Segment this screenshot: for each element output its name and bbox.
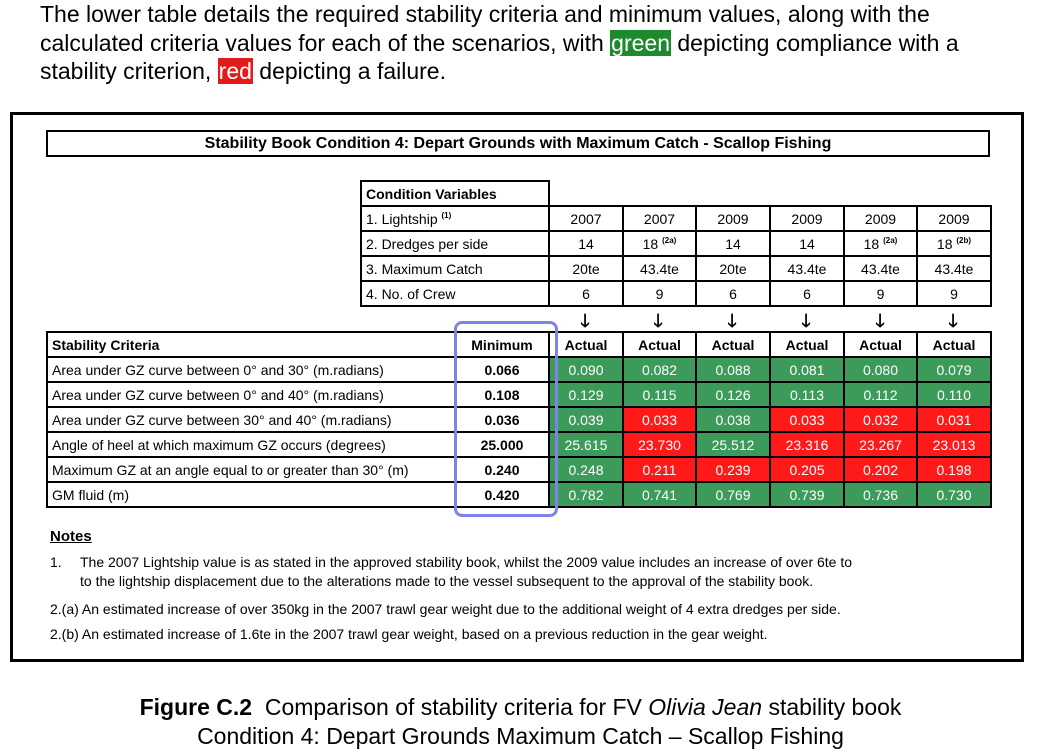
condition-variables-table — [360, 180, 992, 307]
condition-value-text: 43.4te — [861, 260, 900, 277]
condition-value-text: 2009 — [864, 210, 897, 227]
condition-value-text: 9 — [950, 285, 958, 302]
actual-value: 0.739 — [770, 482, 844, 507]
actual-value: 0.202 — [844, 457, 917, 482]
actual-value: 0.110 — [917, 382, 991, 407]
criteria-label: Area under GZ curve between 30° and 40° (m.radians) — [47, 407, 455, 432]
intro-text-3: depicting a failure. — [252, 58, 446, 84]
red-highlight: red — [218, 58, 252, 84]
minimum-value: 0.240 — [455, 457, 549, 482]
actual-value: 0.080 — [844, 357, 917, 382]
actual-value: 0.205 — [770, 457, 844, 482]
minimum-column-highlight — [454, 321, 558, 517]
vessel-name: Olivia Jean — [648, 694, 763, 720]
blank-cell — [770, 181, 844, 206]
figure-caption-line1 — [0, 694, 1041, 721]
blank-cell — [549, 181, 623, 206]
condition-value-text: 14 — [799, 235, 815, 252]
condition-row — [361, 206, 991, 231]
notes-section — [50, 528, 950, 642]
actual-header: Actual — [844, 332, 917, 357]
blank-cell — [917, 181, 991, 206]
condition-variables-header: Condition Variables — [361, 181, 549, 206]
actual-value: 0.031 — [917, 407, 991, 432]
minimum-value: 0.066 — [455, 357, 549, 382]
actual-value: 25.615 — [549, 432, 623, 457]
condition-row — [361, 256, 991, 281]
criteria-label: Maximum GZ at an angle equal to or greater than 30° (m) — [47, 457, 455, 482]
condition-value-text: 6 — [803, 285, 811, 302]
down-arrow-icon: 🡓 — [580, 311, 590, 331]
actual-value: 0.088 — [696, 357, 770, 382]
condition-value-text: 2009 — [717, 210, 749, 227]
figure-caption-line2: Condition 4: Depart Grounds Maximum Catch – Scallop Fishing — [197, 723, 844, 749]
actual-value: 0.033 — [770, 407, 844, 432]
actual-value: 0.090 — [549, 357, 623, 382]
actual-value: 0.198 — [917, 457, 991, 482]
down-arrow-icon: 🡓 — [801, 311, 811, 331]
actual-header: Actual — [623, 332, 696, 357]
notes-title: Notes — [50, 528, 92, 545]
minimum-value: 25.000 — [455, 432, 549, 457]
down-arrow-icon: 🡓 — [653, 311, 663, 331]
note-text: An estimated increase of 1.6te in the 2007 trawl gear weight, based on a previous reduction in the gear weight. — [81, 626, 768, 642]
condition-value — [917, 281, 991, 306]
criteria-label: GM fluid (m) — [47, 482, 455, 507]
minimum-value: 0.036 — [455, 407, 549, 432]
actual-value: 0.782 — [549, 482, 623, 507]
caption-text: Comparison of stability criteria for FV — [264, 694, 649, 720]
condition-label — [361, 206, 549, 231]
condition-value-text: 6 — [729, 285, 737, 302]
actual-value: 0.239 — [696, 457, 770, 482]
condition-value — [917, 231, 991, 256]
actual-value: 0.736 — [844, 482, 917, 507]
actual-value: 0.039 — [549, 407, 623, 432]
criteria-label: Angle of heel at which maximum GZ occurs (degrees) — [47, 432, 455, 457]
condition-label-text: 4. No. of Crew — [366, 285, 456, 302]
condition-value-text: 6 — [582, 285, 590, 302]
blank-cell — [844, 181, 917, 206]
condition-value-text: 18 — [936, 235, 953, 252]
actual-value: 23.013 — [917, 432, 991, 457]
actual-value: 0.248 — [549, 457, 623, 482]
intro-text-2: depicting compliance with a stability criterion, — [40, 29, 959, 84]
actual-value: 0.082 — [623, 357, 696, 382]
actual-value: 0.079 — [917, 357, 991, 382]
footnote-ref: (2a) — [662, 235, 677, 245]
actual-value: 0.741 — [623, 482, 696, 507]
actual-value: 0.115 — [623, 382, 696, 407]
condition-value — [844, 231, 917, 256]
condition-value — [549, 231, 623, 256]
actual-value: 0.769 — [696, 482, 770, 507]
note-prefix: 1. — [50, 554, 62, 570]
condition-value — [844, 281, 917, 306]
condition-value-text: 20te — [719, 260, 747, 277]
condition-label — [361, 231, 549, 256]
condition-value — [696, 206, 770, 231]
down-arrow-icon: 🡓 — [875, 311, 885, 331]
down-arrow-icon: 🡓 — [727, 311, 737, 331]
condition-value — [917, 256, 991, 281]
condition-value-text: 9 — [876, 285, 885, 302]
condition-value-text: 43.4te — [640, 260, 679, 277]
actual-value: 0.112 — [844, 382, 917, 407]
condition-value-text: 2009 — [791, 210, 823, 227]
condition-value-text: 20te — [572, 260, 600, 277]
actual-header: Actual — [917, 332, 991, 357]
minimum-value: 0.420 — [455, 482, 549, 507]
condition-value — [549, 206, 623, 231]
condition-value — [770, 206, 844, 231]
blank-cell — [696, 181, 770, 206]
blank-cell — [623, 181, 696, 206]
actual-header: Actual — [696, 332, 770, 357]
actual-value: 0.126 — [696, 382, 770, 407]
note-text: An estimated increase of over 350kg in the 2007 trawl gear weight due to the additional weight of 4 extra dredges per side. — [81, 601, 841, 617]
caption-text-end: stability book — [762, 694, 902, 720]
note-text: The 2007 Lightship value is as stated in the approved stability book, whilst the 2009 value includes an increase of over 6te to — [80, 554, 853, 570]
condition-label — [361, 281, 549, 306]
note-2a — [50, 601, 841, 617]
actual-value: 0.038 — [696, 407, 770, 432]
condition-value — [696, 281, 770, 306]
green-highlight: green — [611, 29, 670, 56]
condition-value — [770, 281, 844, 306]
condition-label-text: 2. Dredges per side — [366, 235, 489, 252]
actual-value: 23.267 — [844, 432, 917, 457]
intro-paragraph — [40, 0, 1035, 86]
condition-value-text: 14 — [725, 235, 741, 252]
actual-value: 0.211 — [623, 457, 696, 482]
note-prefix: 2.(b) — [50, 626, 79, 642]
condition-value-text: 2007 — [570, 210, 602, 227]
minimum-header: Minimum — [455, 332, 549, 357]
condition-value-text: 14 — [578, 235, 594, 252]
actual-value: 0.730 — [917, 482, 991, 507]
condition-value-text: 9 — [655, 285, 664, 302]
footnote-ref: (2b) — [956, 235, 972, 245]
condition-value-text: 18 — [863, 235, 880, 252]
actual-value: 0.032 — [844, 407, 917, 432]
actual-value: 23.316 — [770, 432, 844, 457]
condition-value-text: 43.4te — [934, 260, 974, 277]
condition-value-text: 2009 — [938, 210, 970, 227]
actual-value: 0.129 — [549, 382, 623, 407]
note-2b — [50, 626, 768, 642]
condition-header-row — [361, 181, 991, 206]
condition-value — [696, 256, 770, 281]
condition-value — [623, 281, 696, 306]
criteria-label: Area under GZ curve between 0° and 40° (m.radians) — [47, 382, 455, 407]
note-1-continued: to the lightship displacement due to the alterations made to the vessel subsequent to the approval of the stability book. — [80, 573, 814, 589]
footnote-ref: (2a) — [883, 235, 898, 245]
condition-label-text: 3. Maximum Catch — [366, 260, 483, 277]
down-arrow-icon: 🡓 — [948, 311, 958, 331]
note-1 — [50, 554, 852, 570]
condition-value — [844, 206, 917, 231]
condition-value — [770, 231, 844, 256]
condition-value — [917, 206, 991, 231]
actual-value: 0.113 — [770, 382, 844, 407]
condition-value — [623, 231, 696, 256]
minimum-value: 0.108 — [455, 382, 549, 407]
condition-row — [361, 231, 991, 256]
criteria-label: Area under GZ curve between 0° and 30° (m.radians) — [47, 357, 455, 382]
actual-value: 23.730 — [623, 432, 696, 457]
figure-label: Figure C.2 — [139, 694, 253, 720]
condition-value — [770, 256, 844, 281]
condition-value — [844, 256, 917, 281]
intro-text-1: The lower table details the required stability criteria and minimum values, along with the calculated criteria values for each of the scenarios, with — [40, 1, 930, 56]
condition-label-text: 1. Lightship — [366, 210, 438, 227]
table-title: Stability Book Condition 4: Depart Grounds with Maximum Catch - Scallop Fishing — [46, 130, 990, 157]
condition-value — [549, 256, 623, 281]
actual-value: 0.081 — [770, 357, 844, 382]
actual-header: Actual — [770, 332, 844, 357]
actual-header: Actual — [549, 332, 623, 357]
note-prefix: 2.(a) — [50, 601, 79, 617]
condition-row — [361, 281, 991, 306]
footnote-ref: (1) — [441, 210, 452, 220]
condition-value-text: 43.4te — [787, 260, 827, 277]
actual-value: 0.033 — [623, 407, 696, 432]
condition-value-text: 18 — [642, 235, 659, 252]
condition-value — [696, 231, 770, 256]
condition-value — [623, 206, 696, 231]
condition-value-text: 2007 — [643, 210, 676, 227]
condition-value — [549, 281, 623, 306]
criteria-header: Stability Criteria — [47, 332, 455, 357]
condition-label — [361, 256, 549, 281]
actual-value: 25.512 — [696, 432, 770, 457]
condition-value — [623, 256, 696, 281]
